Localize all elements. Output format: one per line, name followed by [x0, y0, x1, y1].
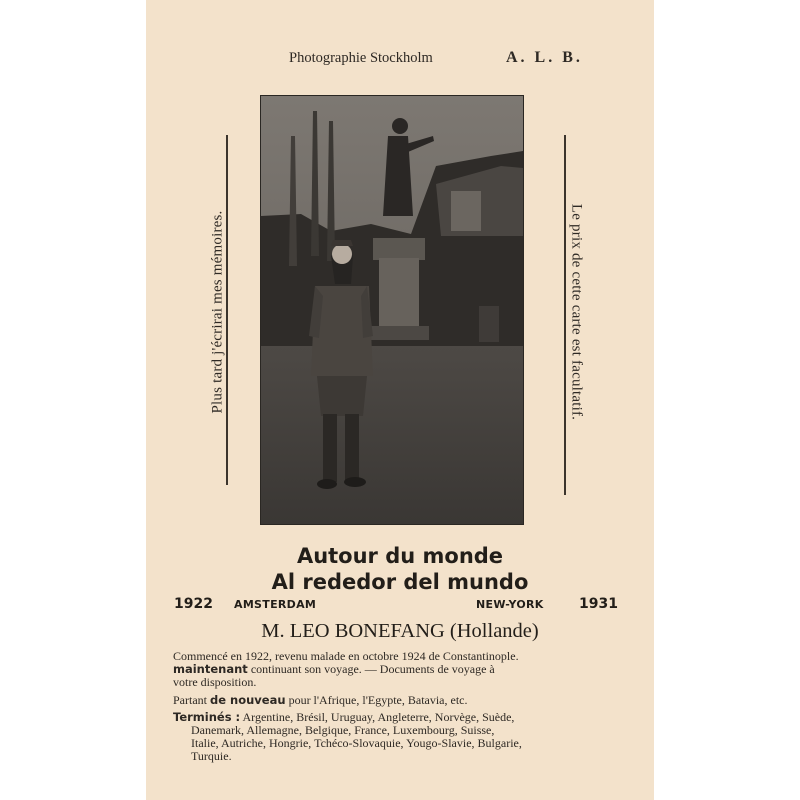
completed-line2: Danemark, Allemagne, Belgique, France, Luxembourg, Suisse,: [191, 723, 495, 737]
right-vertical-text: Le prix de cette carte est facultatif.: [568, 203, 585, 421]
departure-text1: Partant: [173, 693, 210, 707]
traveler-name: M. LEO BONEFANG (Hollande): [261, 620, 539, 642]
photo-image: [261, 96, 523, 524]
departure-text2: pour l'Afrique, l'Egypte, Batavia, etc.: [285, 693, 468, 707]
left-vertical-text: Plus tard j'écrirai mes mémoires.: [209, 210, 226, 414]
history-bold: maintenant: [173, 662, 248, 676]
paragraph-completed: [173, 711, 623, 763]
history-line2: continuant son voyage. — Documents de voyage à: [247, 662, 495, 676]
completed-line3: Italie, Autriche, Hongrie, Tchéco-Slovaquie, Yougo-Slavie, Bulgarie,: [191, 736, 522, 750]
completed-label: Terminés :: [173, 710, 241, 724]
end-year: 1931: [579, 596, 618, 612]
route-line: [146, 596, 654, 614]
title-spanish: Al rededor del mundo: [271, 570, 529, 594]
start-year: 1922: [174, 596, 213, 612]
paragraph-history: [173, 650, 623, 689]
departure-bold: de nouveau: [210, 693, 286, 707]
postcard: [146, 0, 654, 800]
title-french: Autour du monde: [296, 544, 504, 568]
paragraph-departure: [173, 694, 623, 707]
right-rule: [564, 135, 566, 495]
portrait-photo: [260, 95, 524, 525]
start-city: AMSTERDAM: [234, 598, 317, 611]
studio-mark: A. L. B.: [506, 49, 583, 66]
history-line1: Commencé en 1922, revenu malade en octobre 1924 de Constantinople.: [173, 649, 519, 663]
completed-line1: Argentine, Brésil, Uruguay, Angleterre, Norvège, Suède,: [240, 710, 515, 724]
header: [146, 50, 654, 72]
end-city: NEW-YORK: [476, 598, 544, 611]
studio-name: Photographie Stockholm: [289, 50, 433, 66]
history-line3: votre disposition.: [173, 675, 257, 689]
completed-line4: Turquie.: [191, 749, 232, 763]
